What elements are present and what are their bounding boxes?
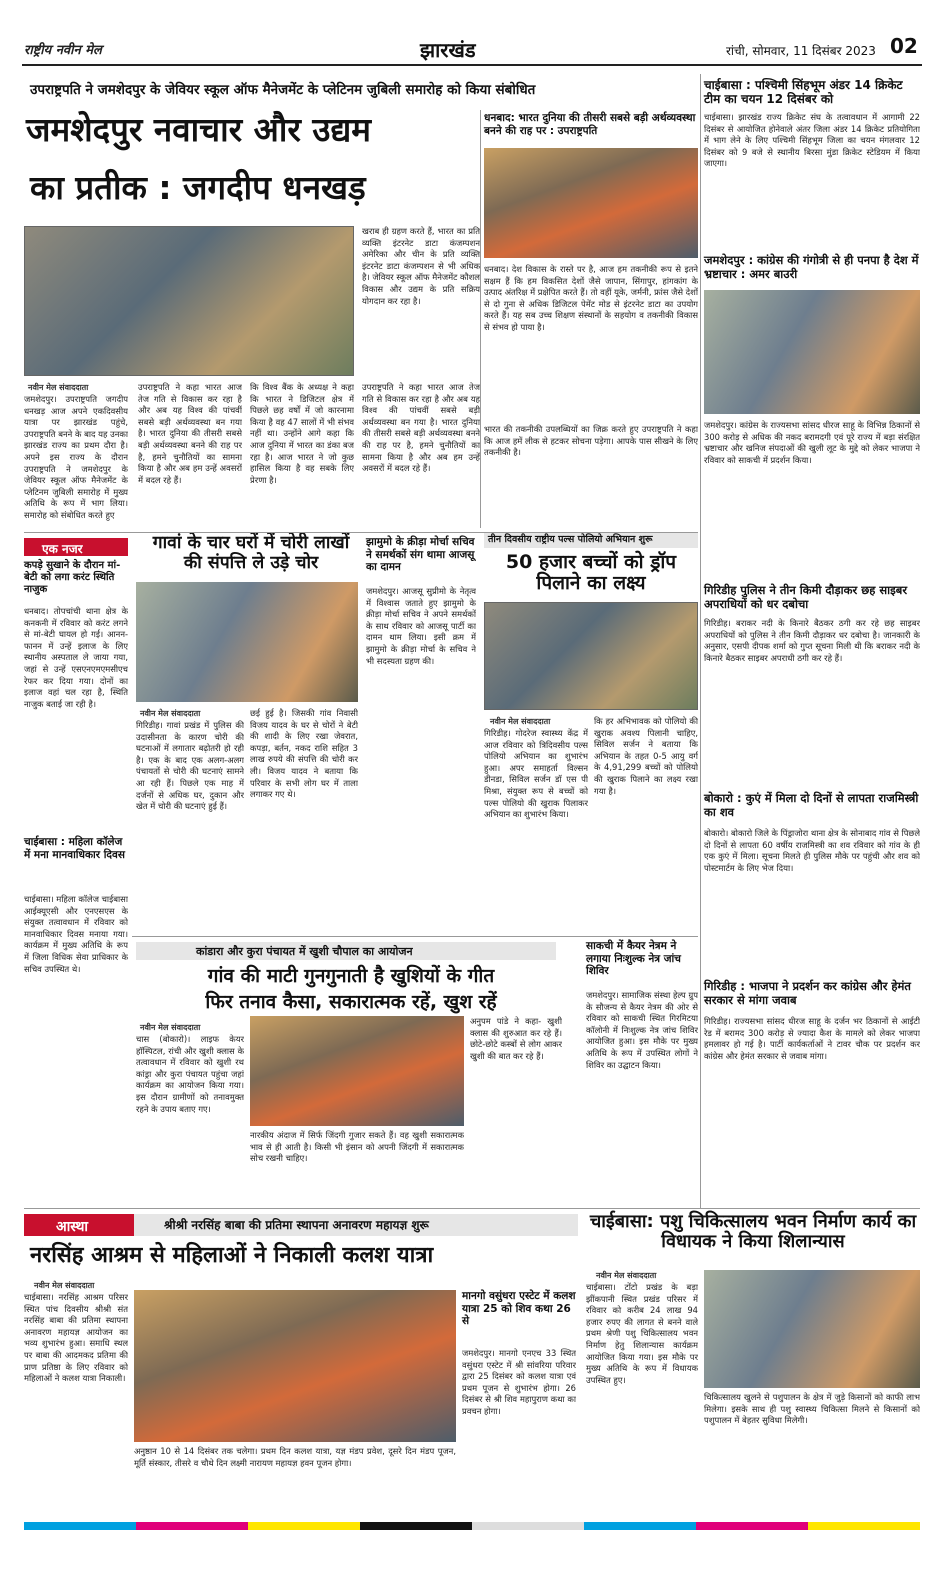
aastha-text2: अनुष्ठान 10 से 14 दिसंबर तक चलेगा। प्रथम दिन कलश यात्रा, यज्ञ मंडप प्रवेश, दूसरे दिन मंडप पूजन, मूर्ति संस्कार, तीसरे व चौथे दिन लक्ष्मी नारायण महायज्ञ हवन पूजन होगा।	[134, 1446, 456, 1468]
aastha-text: चाईबासा। नरसिंह आश्रम परिसर स्थित पांच दिवसीय श्रीश्री संत नरसिंह बाबा की प्रतिमा स्थापना अनावरण महायज्ञ आयोजन का भव्य शुभारंभ हुआ। समाधि स्थल पर बाबा की आदमकद प्रतिमा की प्राण प्रतिष्ठा के लिए रविवार को महिलाओं ने कलश यात्रा निकाली।	[24, 1292, 128, 1384]
vet-photo	[704, 1270, 920, 1388]
lead-col4-more: उपराष्ट्रपति ने कहा भारत आज तेज गति से विकास कर रहा है और अब यह विश्व की पांचवीं सबसे बड़ी अर्थव्यवस्था बन गया है। भारत दुनिया की तीसरी सबसे बड़ी अर्थव्यवस्था बनने की राह पर है, हमने चुनौतियों का सामना किया है और अब हम उन्हें अवसरों में बदल रहे हैं।	[362, 382, 480, 474]
bauri-photo	[704, 290, 920, 414]
aastha-kicker: श्रीश्री नरसिंह बाबा की प्रतिमा स्थापना अनावरण महायज्ञ शुरू	[134, 1214, 578, 1236]
mango-headline: मानगो वसुंधरा एस्टेट में कलश यात्रा 25 को शिव कथा 26 से	[462, 1290, 576, 1328]
ek-nazar-item2-title: चाईबासा : महिला कॉलेज में मना मानवाधिकार दिवस	[24, 836, 125, 861]
masthead-logo: राष्ट्रीय नवीन मेल	[24, 43, 102, 58]
polio-headline: 50 हजार बच्चों को ड्रॉप पिलाने का लक्ष्य	[505, 551, 677, 595]
section-divider	[24, 532, 698, 533]
vet-headline: चाईबासा: पशु चिकित्सालय भवन निर्माण कार्य का विधायक ने किया शिलान्यास	[589, 1211, 917, 1253]
sakchi-headline: साकची में कैयर नेत्रम ने लगाया निःशुल्क नेत्र जांच शिविर	[586, 940, 681, 978]
kandara-text2: नारकीय अंदाज में सिर्फ जिंदगी गुजार सकते हैं। वह खुशी सकारात्मक भाव से ही आती है। किसी भी इंसान को अपनी जिंदगी में सकारात्मक सोच रखनी चाहिए।	[250, 1130, 464, 1164]
sakchi-text: जमशेदपुर। सामाजिक संस्था हेल्प ग्रुप के सौजन्य से कैयर नेत्रम की ओर से रविवार को साकची स्थित गिरमिटया कॉलोनी में निःशुल्क नेत्र जांच शिविर आयोजित हुआ। इस मौके पर मुख्य अतिथि के रूप में उपस्थित लोगों ने शिविर का उद्घाटन किया।	[586, 990, 698, 1070]
vet-text: चाईबासा। टोंटो प्रखंड के बड़ा झींकपानी स्थित प्रखंड परिसर में रविवार को करीब 24 लाख 94 हजार रुपए की लागत से बनने वाले प्रथम श्रेणी पशु चिकित्सालय भवन निर्माण हेतु शिलान्यास कार्यक्रम आयोजित किया गया। इस मौके पर मुख्य अतिथि के रूप में विधायक उपस्थित हुए।	[586, 1282, 698, 1385]
section-title: झारखंड	[420, 38, 476, 62]
polio-photo	[484, 602, 698, 710]
giridih-police-headline: गिरिडीह पुलिस ने तीन किमी दौड़ाकर छह साइबर अपराधियों को धर दबोचा	[704, 583, 908, 611]
header-rule	[22, 64, 922, 66]
kandara-kicker: कांडारा और कुरा पंचायत में खुशी चौपाल का आयोजन	[136, 942, 556, 960]
inset-kicker: धनबाद: भारत दुनिया की तीसरी सबसे बड़ी अर्थव्यवस्था बनने की राह पर : उपराष्ट्रपति	[484, 112, 696, 137]
aastha-label: आस्था	[24, 1214, 134, 1236]
ek-nazar-item2-text: चाईबासा। महिला कॉलेज चाईबासा आईक्यूएसी और एनएसएस के संयुक्त तत्वावधान में रविवार को मानवाधिकार दिवस मनाया गया। कार्यक्रम में मुख्य अतिथि के रूप में जिला विधिक सेवा प्राधिकार के सचिव उपस्थित थे।	[24, 894, 128, 974]
lead-col1: जमशेदपुर। उपराष्ट्रपति जगदीप धनखड़ आज अपने एकदिवसीय यात्रा पर झारखंड पहुंचे, उपराष्ट्रपति बनने के बाद यह उनका झारखंड राज्य का प्रथम दौरा है। अपने इस राज्य के दौरान उपराष्ट्रपति ने जमशेदपुर के जेवियर स्कूल ऑफ मैनेजमेंट के प्लेटिनम जुबिली समारोह में मुख्य अतिथि के रूप में भाग लिया। समारोह को संबोधित करते हुए	[24, 394, 128, 520]
bauri-headline: जमशेदपुर : कांग्रेस की गंगोत्री से ही पनपा है देश में भ्रष्टाचार : अमर बाउरी	[704, 253, 919, 281]
theft-text2: छई हुई है। जिसकी गांव निवासी विजय यादव के घर से चोरों ने बेटी की शादी के लिए रखा जेवरात, कपड़ा, बर्तन, नकद राशि सहित 3 लाख रुपये की संपत्ति की चोरी कर ली। विजय यादव ने बताया कि परिवार के सभी लोग घर में ताला लगाकर गए थे।	[250, 708, 358, 800]
theft-reporter: नवीन मेल संवाददाता	[140, 709, 201, 718]
issue-date: रांची, सोमवार, 11 दिसंबर 2023	[726, 44, 876, 58]
lead-col4: खराब ही ग्रहण करते हैं, भारत का प्रति व्यक्ति इंटरनेट डाटा कंजम्पशन अमेरिका और चीन के प्रति व्यक्ति इंटरनेट डाटा कंजम्पशन से भी अधिक है। जेवियर स्कूल ऑफ मैनेजमेंट कौशल विकास और उद्यम के प्रति सक्रिय योगदान कर रहा है।	[362, 226, 480, 306]
cricket-text: चाईबासा। झारखंड राज्य क्रिकेट संघ के तत्वावधान में आगामी 22 दिसंबर से आयोजित होनेवाले अंतर जिला अंडर 14 क्रिकेट प्रतियोगिता में भाग लेने के लिए पश्चिमी सिंहभूम जिला का चयन मंगलवार 12 दिसंबर को 9 बजे से स्थानीय बिरसा मुंडा क्रिकेट स्टेडियम में किया जाएगा।	[704, 112, 920, 169]
ek-nazar-item1-text: धनबाद। तोपचांची थाना क्षेत्र के कनकनी में रविवार को करंट लगने से मां-बेटी घायल हो गई। आनन-फानन में उन्हें इलाज के लिए स्थानीय अस्पताल ले जाया गया, जहां से उन्हें एसएनएमएमसीएच रेफर कर दिया गया। दोनों का इलाज वहां चल रहा है, स्थिति नाजुक बताई जा रही है।	[24, 606, 128, 709]
lead-photo	[24, 226, 354, 376]
bokaro-headline: बोकारो : कुएं में मिला दो दिनों से लापता राजमिस्त्री का शव	[704, 791, 919, 819]
kandara-text3: अनुपम पांडे ने कहा- खुशी क्लास की शुरुआत कर रहे हैं। छोटे-छोटे कस्बों से लोग आकर खुशी की बात कर रहे हैं।	[470, 1016, 562, 1061]
mango-text: जमशेदपुर। मानगो एनएच 33 स्थित वसुंधरा एस्टेट में श्री सांवरिया परिवार द्वारा 25 दिसंबर को कलश यात्रा एवं प्रथम पूजन से शुभारंभ होगा। 26 दिसंबर से श्री शिव महापुराण कथा का प्रवचन होगा।	[462, 1348, 576, 1416]
giridih-bjp-text: गिरिडीह। राज्यसभा सांसद धीरज साहू के दर्जन भर ठिकानों से आईटी रेड में बरामद 300 करोड़ से ज्यादा कैश के मामले को लेकर भाजपा हमलावर हो गई है। पार्टी कार्यकर्ताओं ने टावर चौक पर प्रदर्शन कर कांग्रेस और हेमंत सरकार से जवाब मांगा।	[704, 1016, 920, 1061]
column-divider	[480, 110, 481, 528]
theft-headline: गावां के चार घरों में चोरी लाखों की संपत्ति ले उड़े चोर	[152, 533, 350, 573]
bauri-text: जमशेदपुर। कांग्रेस के राज्यसभा सांसद धीरज साहू के विभिन्न ठिकानों से 300 करोड़ से अधिक की नकद बरामदगी एवं पूरे राज्य में बड़ा संरक्षित भ्रष्टाचार और खनिज संपदाओं की खुली लूट के मुद्दे को लेकर भाजपा ने रविवार को साकची में प्रदर्शन किया।	[704, 420, 920, 465]
inset-text: धनबाद। देश विकास के रास्ते पर है, आज हम तकनीकी रूप से इतने सक्षम हैं कि हम विकसित देशों जैसे जापान, सिंगापुर, हांगकांग के उत्पाद अंतरिक्ष में प्रक्षेपित करते हैं। तो वहीं यूके, जर्मनी, फ्रांस जैसे देशों से दो गुना से अधिक डिजिटल पेमेंट मोड से इंटरनेट डाटा का उपयोग करते हैं। यह सब उच्च शिक्षण संस्थानों के सहयोग व तकनीकी विकास से संभव हो पाया है।	[484, 264, 698, 332]
lead-headline-2: का प्रतीक : जगदीप धनखड़	[30, 168, 366, 207]
kandara-text: चास (बोकारो)। लाइफ केयर हॉस्पिटल, रांची और खुशी क्लास के तत्वावधान में रविवार को खुशी रथ कांड्रा और कुरा पंचायत पहुंचा जहां कार्यक्रम का आयोजन किया गया। इस दौरान ग्रामीणों को तनावमुक्त रहने के उपाय बताए गए।	[136, 1034, 244, 1114]
polio-kicker: तीन दिवसीय राष्ट्रीय पल्स पोलियो अभियान शुरू	[484, 532, 698, 548]
aastha-photo	[134, 1290, 456, 1442]
page-number: 02	[890, 34, 918, 58]
kandara-reporter: नवीन मेल संवाददाता	[140, 1023, 201, 1032]
lead-headline-1: जमशेदपुर नवाचार और उद्यम	[26, 110, 371, 149]
lead-kicker: उपराष्ट्रपति ने जमशेदपुर के जेवियर स्कूल ऑफ मैनेजमेंट के प्लेटिनम जुबिली समारोह को किया संबोधित	[30, 82, 536, 98]
giridih-police-text: गिरिडीह। बराकर नदी के किनारे बैठकर ठगी कर रहे छह साइबर अपराधियों को पुलिस ने तीन किमी दौड़ाकर धर दबोचा है। जानकारी के अनुसार, एसपी दीपक शर्मा को गुप्त सूचना मिली थी कि बराकर नदी के किनारे बैठकर साइबर अपराधी ठगी कर रहे हैं।	[704, 618, 920, 663]
giridih-bjp-headline: गिरिडीह : भाजपा ने प्रदर्शन कर कांग्रेस और हेमंत सरकार से मांगा जवाब	[704, 979, 911, 1007]
footer-colorbar	[24, 1522, 920, 1532]
kandara-headline-1: गांव की माटी गुनगुनाती है खुशियों के गीत	[207, 965, 495, 987]
kandara-photo	[250, 1016, 464, 1126]
vet-text2: चिकित्सालय खुलने से पशुपालन के क्षेत्र में जुड़े किसानों को काफी लाभ मिलेगा। इसके साथ ही पशु स्वास्थ्य चिकित्सा मिलने से किसानों को पशुपालन में बेहतर सुविधा मिलेगी।	[704, 1392, 920, 1426]
kandara-headline-2: फिर तनाव कैसा, सकारात्मक रहें, खुश रहें	[205, 991, 497, 1013]
column-divider	[700, 74, 701, 1208]
theft-photo	[136, 582, 358, 702]
theft-text: गिरिडीह। गावां प्रखंड में पुलिस की उदासीनता के कारण चोरी की घटनाओं में लगातार बढ़ोतरी हो रही है। एक के बाद एक अलग-अलग पंचायतों से चोरी की घटनाएं सामने आ रही हैं। पिछले एक माह में दर्जनों से अधिक घर, दुकान और खेत में चोरी की घटनाएं हुई हैं।	[136, 720, 244, 812]
jmm-headline: झामुमो के क्रीड़ा मोर्चा सचिव ने समर्थकों संग थामा आजसू का दामन	[366, 536, 475, 574]
polio-text: गिरिडीह। गोदरेज स्वास्थ्य केंद्र में आज रविवार को त्रिदिवसीय पल्स पोलियो अभियान का शुभारंभ हुआ। अपर समाहर्ता विल्सन डीनडा, सिविल सर्जन डॉ एस पी मिश्रा, संयुक्त रूप से बच्चों को पल्स पोलियो की खुराक पिलाकर अभियान का शुभारंभ किया।	[484, 728, 588, 820]
ek-nazar-label: एक नजर	[24, 538, 128, 556]
ek-nazar-item1-title: कपड़े सुखाने के दौरान मां-बेटी को लगा करंट स्थिति नाजुक	[24, 560, 121, 595]
polio-text2: कि हर अभिभावक को पोलियो की खुराक अवश्य पिलानी चाहिए, सिविल सर्जन ने बताया कि अभियान के तहत 0-5 आयु वर्ग के 4,91,299 बच्चों को पोलियो की खुराक पिलाने का लक्ष्य रखा गया है।	[594, 716, 698, 796]
lead-col2: उपराष्ट्रपति ने कहा भारत आज तेज गति से विकास कर रहा है और अब यह विश्व की पांचवीं सबसे बड़ी अर्थव्यवस्था बन गया है। भारत दुनिया की तीसरी सबसे बड़ी अर्थव्यवस्था बनने की राह पर है, हमने चुनौतियों का सामना किया है और अब हम उन्हें अवसरों में बदल रहे हैं।	[138, 382, 242, 485]
aastha-headline: नरसिंह आश्रम से महिलाओं ने निकाली कलश यात्रा	[30, 1243, 434, 1268]
section-divider	[132, 936, 698, 937]
lead-reporter: नवीन मेल संवाददाता	[28, 383, 89, 392]
vet-reporter: नवीन मेल संवाददाता	[596, 1271, 657, 1280]
jmm-text: जमशेदपुर। आजसू सुप्रीमो के नेतृत्व में विश्वास जताते हुए झामुमो के क्रीड़ा मोर्चा सचिव ने अपने समर्थकों के साथ रविवार को आजसू पार्टी का दामन थाम लिया। इसी क्रम में झामुमो के क्रीड़ा मोर्चा के सचिव ने भी सदस्यता ग्रहण की।	[366, 586, 476, 666]
polio-reporter: नवीन मेल संवाददाता	[490, 717, 551, 726]
inset-photo	[484, 148, 698, 258]
cricket-headline: चाईबासा : पश्चिमी सिंहभूम अंडर 14 क्रिकेट टीम का चयन 12 दिसंबर को	[704, 78, 903, 107]
inset-more: भारत की तकनीकी उपलब्धियों का जिक्र करते हुए उपराष्ट्रपति ने कहा कि आज हमें लीक से हटकर सोचना पड़ेगा। आपके पास सीखने के लिए तकनीकी है।	[484, 424, 698, 458]
aastha-reporter: नवीन मेल संवाददाता	[34, 1281, 95, 1290]
lead-col3: कि विश्व बैंक के अध्यक्ष ने कहा कि भारत ने डिजिटल क्षेत्र में पिछले छह वर्षों में जो कारनामा किया है वह 47 सालों में भी संभव नहीं था। उन्होंने आगे कहा कि आज दुनिया में भारत का डंका बज रहा है। आज भारत ने जो कुछ हासिल किया है वह सबके लिए प्रेरणा है।	[250, 382, 354, 485]
bokaro-text: बोकारो। बोकारो जिले के पिंड्राजोरा थाना क्षेत्र के सोनाबाद गांव से पिछले दो दिनों से लापता 60 वर्षीय राजमिस्त्री का शव रविवार को गांव के ही एक कुएं में मिला। सूचना मिलते ही पुलिस मौके पर पहुंची और शव को पोस्टमार्टम के लिए भेज दिया।	[704, 828, 920, 873]
section-divider	[24, 1208, 920, 1209]
